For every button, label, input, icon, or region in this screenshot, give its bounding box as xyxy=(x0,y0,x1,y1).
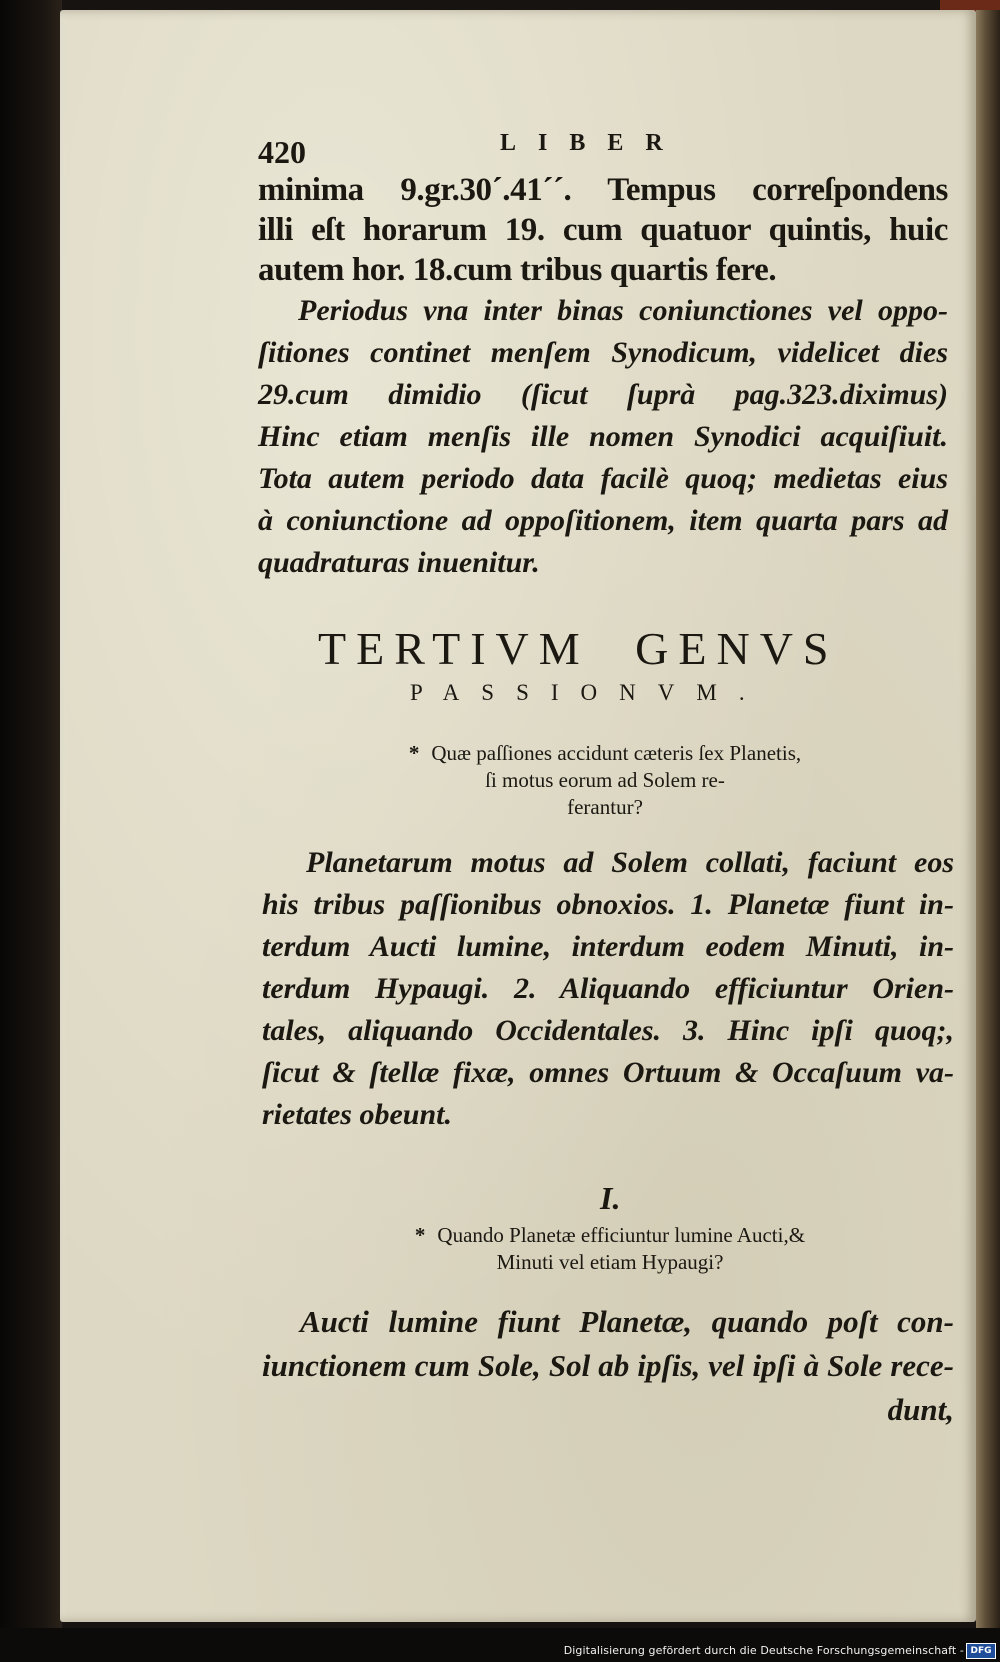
book-edge-right xyxy=(976,10,1000,1630)
text-line: minima 9.gr.30´.41´´. Tempus correſpondens xyxy=(258,172,948,208)
question-line xyxy=(320,740,890,767)
text-line: ſitiones continet menſem Synodicum, videlicet dies xyxy=(258,336,948,369)
text-line: ſicut & ſtellæ fixæ, omnes Ortuum & Occaſuum va- xyxy=(262,1056,954,1089)
asterisk-marker: * xyxy=(408,741,420,765)
question-line xyxy=(330,1222,890,1249)
text-line: à coniunctione ad oppoſitionem, item quarta pars ad xyxy=(258,504,948,537)
asterisk-marker: * xyxy=(414,1223,426,1247)
funding-credit: Digitalisierung gefördert durch die Deutsche Forschungsgemeinschaft - xyxy=(563,1644,964,1657)
text-line: Aucti lumine fiunt Planetæ, quando poſt con- xyxy=(300,1304,954,1339)
text-line: Tota autem periodo data facilè quoq; medietas eius xyxy=(258,462,948,495)
paragraph-3 xyxy=(262,842,954,1136)
text-line: his tribus paſſionibus obnoxios. 1. Planetæ fiunt in- xyxy=(262,888,954,921)
question-text: Quando Planetæ efficiuntur lumine Aucti,& xyxy=(437,1223,806,1247)
question-2 xyxy=(330,1222,890,1276)
text-line: rietates obeunt. xyxy=(262,1098,453,1131)
text-line: dunt, xyxy=(887,1392,954,1427)
text-line: 29.cum dimidio (ſicut ſuprà pag.323.diximus) xyxy=(258,378,948,411)
section-subheading: PASSIONVM. xyxy=(410,680,767,705)
page-number: 420 xyxy=(258,134,306,170)
text-line: illi eſt horarum 19. cum quatuor quintis, huic xyxy=(258,212,948,248)
paragraph-1 xyxy=(258,170,948,290)
text-line: iunctionem cum Sole, Sol ab ipſis, vel ipſi à Sole rece- xyxy=(262,1348,954,1383)
question-line: ſi motus eorum ad Solem re- xyxy=(485,768,725,792)
dfg-logo: DFG xyxy=(966,1643,996,1659)
text-line: Periodus vna inter binas coniunctiones vel oppo- xyxy=(298,294,948,327)
text-line: autem hor. 18.cum tribus quartis fere. xyxy=(258,252,777,288)
paragraph-2 xyxy=(258,290,948,584)
question-line: ferantur? xyxy=(567,795,643,819)
question-text: Quæ paſſiones accidunt cæteris ſex Planetis, xyxy=(431,741,802,765)
text-line: Hinc etiam menſis ille nomen Synodici acquiſiuit. xyxy=(258,420,948,453)
text-line: terdum Aucti lumine, interdum eodem Minuti, in- xyxy=(262,930,954,963)
section-heading: TERTIVM GENVS xyxy=(318,623,839,674)
subsection-number: I. xyxy=(600,1180,621,1216)
text-line: Planetarum motus ad Solem collati, faciunt eos xyxy=(306,846,954,879)
text-line: terdum Hypaugi. 2. Aliquando efficiuntur Orien- xyxy=(262,972,954,1005)
text-line: quadraturas inuenitur. xyxy=(258,546,540,579)
paragraph-4 xyxy=(262,1300,954,1432)
running-title: LIBER xyxy=(500,130,685,156)
text-line: tales, aliquando Occidentales. 3. Hinc ipſi quoq;, xyxy=(262,1014,954,1047)
scan-background-left xyxy=(0,0,62,1662)
question-1 xyxy=(320,740,890,821)
question-line: Minuti vel etiam Hypaugi? xyxy=(496,1250,724,1274)
